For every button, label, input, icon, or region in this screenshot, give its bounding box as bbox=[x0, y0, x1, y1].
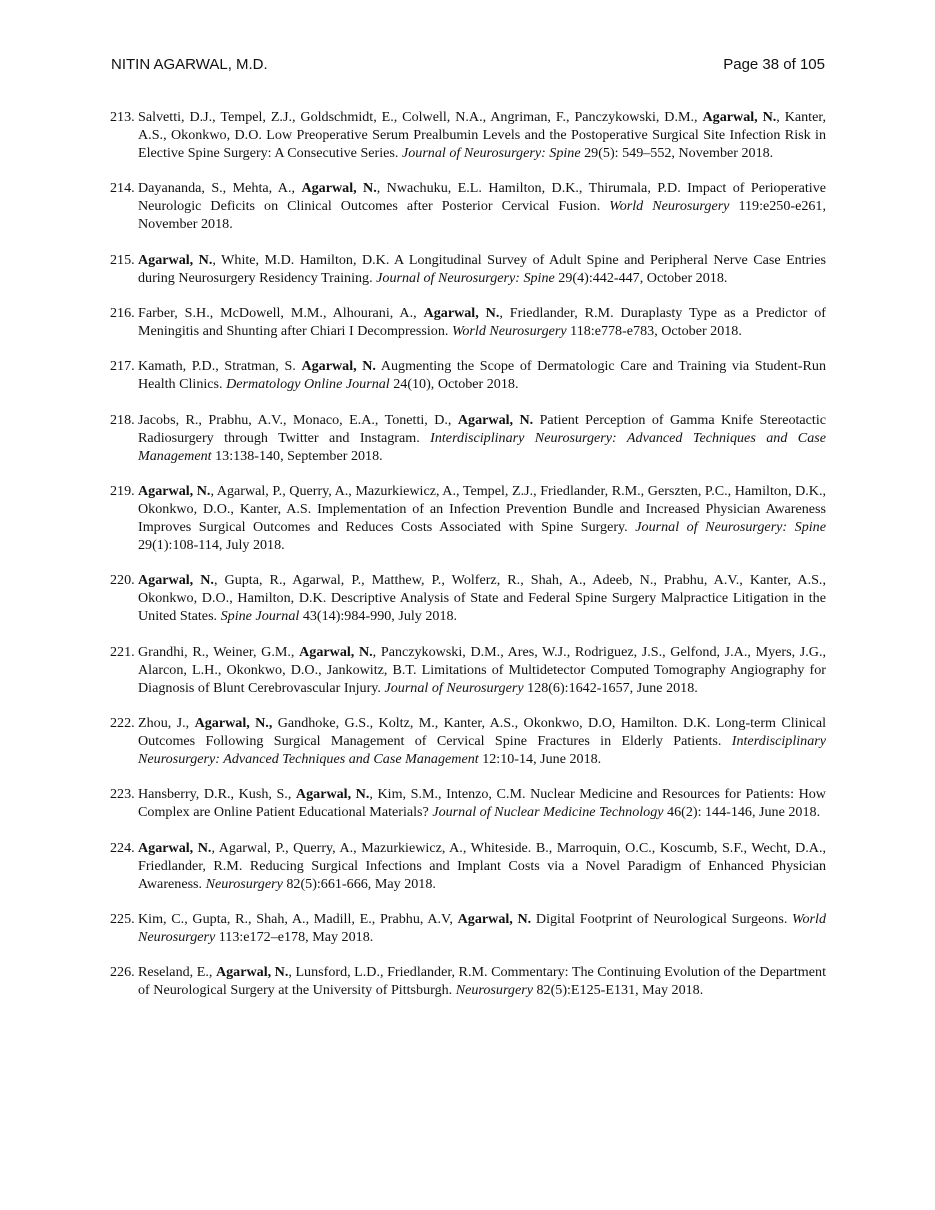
reference-item bbox=[110, 305, 826, 341]
citation-text: Grandhi, R., Weiner, G.M., bbox=[138, 643, 300, 660]
citation-text: 82(5):661-666, May 2018. bbox=[282, 875, 436, 892]
journal-name: Neurosurgery bbox=[455, 982, 533, 999]
citation-text: 82(5):E125-E131, May 2018. bbox=[532, 982, 704, 999]
reference-citation bbox=[138, 305, 826, 341]
citation-text: , Gupta, R., Agarwal, P., Matthew, P., Wolferz, R., Shah, A., Adeeb, N., Prabhu, A.V., Kanter, A.S., Okonkwo, D.O., Hamilton, D.K. Descriptive Analysis of State and Federal Spine Surgery Malpractice Litigation in the United States. bbox=[138, 572, 826, 625]
reference-citation bbox=[138, 911, 826, 947]
journal-name: World Neurosurgery bbox=[138, 911, 826, 945]
citation-text: 29(1):108-114, July 2018. bbox=[138, 536, 285, 553]
author-highlight: Agarwal, N. bbox=[138, 839, 212, 856]
reference-citation bbox=[138, 109, 826, 163]
reference-item bbox=[110, 483, 826, 555]
reference-item bbox=[110, 412, 826, 466]
citation-text: Farber, S.H., McDowell, M.M., Alhourani, A., bbox=[138, 305, 424, 322]
reference-item bbox=[110, 252, 826, 288]
citation-text: Salvetti, D.J., Tempel, Z.J., Goldschmidt, E., Colwell, N.A., Angriman, F., Panczykowski, D.M., bbox=[138, 109, 703, 125]
reference-number: 217. bbox=[110, 358, 135, 375]
reference-number: 220. bbox=[110, 572, 135, 589]
journal-name: Interdisciplinary Neurosurgery: Advanced Techniques and Case Management bbox=[138, 732, 826, 767]
reference-citation bbox=[138, 786, 826, 822]
journal-name: Interdisciplinary Neurosurgery: Advanced Techniques and Case Management bbox=[138, 429, 826, 464]
reference-number: 218. bbox=[110, 411, 135, 428]
reference-citation bbox=[138, 412, 826, 466]
reference-number: 224. bbox=[110, 839, 135, 856]
citation-text: 113:e172–e178, May 2018. bbox=[215, 928, 374, 945]
reference-item bbox=[110, 840, 826, 894]
citation-text: Zhou, J., bbox=[138, 715, 195, 731]
reference-item bbox=[110, 644, 826, 698]
citation-text: , Kim, S.M., Intenzo, C.M. Nuclear Medicine and Resources for Patients: How Complex are Online Patient Educational Materials? bbox=[138, 786, 826, 821]
citation-text: 43(14):984-990, July 2018. bbox=[299, 608, 458, 625]
reference-item bbox=[110, 180, 826, 234]
citation-text: , Friedlander, R.M. Duraplasty Type as a Predictor of Meningitis and Shunting after Chiari I Decompression. bbox=[138, 305, 826, 339]
author-highlight: Agarwal, N. bbox=[301, 180, 377, 197]
reference-item bbox=[110, 109, 826, 163]
citation-text: 12:10-14, June 2018. bbox=[478, 750, 602, 767]
author-highlight: Agarwal, N. bbox=[138, 251, 213, 268]
citation-text: 24(10), October 2018. bbox=[389, 376, 519, 393]
reference-citation bbox=[138, 358, 826, 394]
reference-item bbox=[110, 572, 826, 626]
reference-number: 225. bbox=[110, 911, 135, 928]
citation-text: Dayananda, S., Mehta, A., bbox=[138, 180, 302, 197]
citation-text: 46(2): 144-146, June 2018. bbox=[663, 804, 821, 821]
citation-text: Kim, C., Gupta, R., Shah, A., Madill, E., Prabhu, A.V, bbox=[138, 911, 458, 928]
author-highlight: Agarwal, N. bbox=[295, 786, 370, 803]
reference-item bbox=[110, 964, 826, 1000]
journal-name: Journal of Neurosurgery: Spine bbox=[401, 144, 581, 161]
author-highlight: Agarwal, N. bbox=[138, 483, 211, 500]
reference-number: 219. bbox=[110, 483, 135, 500]
journal-name: Neurosurgery bbox=[205, 875, 283, 892]
reference-citation bbox=[138, 180, 826, 234]
citation-text: , Agarwal, P., Querry, A., Mazurkiewicz, A., Whiteside. B., Marroquin, O.C., Koscumb, S.F., Wecht, D.A., Friedlander, R.M. Reducing Surgical Infections and Implant Costs via a Novel Paradigm of Enhanced Physician Awareness. bbox=[138, 839, 826, 892]
reference-number: 214. bbox=[110, 180, 135, 197]
citation-text: Patient Perception of Gamma Knife Stereotactic Radiosurgery through Twitter and Instagram. bbox=[138, 411, 827, 446]
author-highlight: Agarwal, N., bbox=[194, 715, 273, 731]
citation-text: 29(4):442-447, October 2018. bbox=[554, 269, 728, 286]
reference-number: 221. bbox=[110, 643, 135, 660]
reference-citation bbox=[138, 964, 826, 1000]
author-highlight: Agarwal, N. bbox=[457, 411, 534, 428]
citation-text: Gandhoke, G.S., Koltz, M., Kanter, A.S., Okonkwo, D.O, Hamilton. D.K. Long-term Clinical Outcomes Following Surgical Management of Cervical Spine Fractures in Elderly Patients. bbox=[138, 715, 826, 749]
journal-name: Dermatology Online Journal bbox=[226, 376, 390, 393]
journal-name: World Neurosurgery bbox=[451, 322, 567, 339]
reference-citation bbox=[138, 644, 826, 698]
reference-citation bbox=[138, 715, 826, 769]
page-number: Page 38 of 105 bbox=[723, 56, 825, 73]
citation-text: Jacobs, R., Prabhu, A.V., Monaco, E.A., Tonetti, D., bbox=[138, 411, 458, 428]
journal-name: Spine Journal bbox=[220, 608, 300, 625]
journal-name: Journal of Neurosurgery bbox=[384, 679, 524, 696]
reference-number: 213. bbox=[110, 109, 135, 125]
journal-name: World Neurosurgery bbox=[609, 198, 730, 215]
author-highlight: Agarwal, N. bbox=[702, 109, 777, 125]
reference-citation bbox=[138, 483, 826, 555]
author-highlight: Agarwal, N. bbox=[299, 643, 373, 660]
author-highlight: Agarwal, N. bbox=[215, 964, 289, 981]
citation-text: , Kanter, A.S., Okonkwo, D.O. Low Preoperative Serum Prealbumin Levels and the Postoperative Surgical Site Infection Risk in Elective Spine Surgery: A Consecutive Series. bbox=[138, 109, 827, 161]
citation-text: 13:138-140, September 2018. bbox=[211, 447, 383, 464]
reference-item bbox=[110, 358, 826, 394]
author-highlight: Agarwal, N. bbox=[423, 305, 500, 322]
citation-text: , White, M.D. Hamilton, D.K. A Longitudinal Survey of Adult Spine and Peripheral Nerve Case Entries during Neurosurgery Residency Training. bbox=[138, 251, 826, 286]
author-highlight: Agarwal, N. bbox=[138, 572, 214, 589]
citation-text: Kamath, P.D., Stratman, S. bbox=[138, 358, 302, 375]
reference-number: 223. bbox=[110, 786, 135, 803]
citation-text: , Agarwal, P., Querry, A., Mazurkiewicz, A., Tempel, Z.J., Friedlander, R.M., Gerszten, P.C., Hamilton, D.K., Okonkwo, D.O., Kanter, A.S. Implementation of an Infection Prevention Bundle and Increased Physician Awareness Improves Surgical Outcomes and Reduces Costs Associated with Spine Surgery. bbox=[138, 483, 826, 535]
journal-name: Journal of Nuclear Medicine Technology bbox=[432, 804, 664, 821]
citation-text: Augmenting the Scope of Dermatologic Care and Training via Student-Run Health Clinics. bbox=[138, 358, 827, 393]
reference-item bbox=[110, 911, 826, 947]
citation-text: Hansberry, D.R., Kush, S., bbox=[138, 786, 296, 803]
citation-text: 29(5): 549–552, November 2018. bbox=[580, 144, 774, 161]
reference-number: 226. bbox=[110, 964, 135, 981]
reference-citation bbox=[138, 572, 826, 626]
citation-text: , Nwachuku, E.L. Hamilton, D.K., Thirumala, P.D. Impact of Perioperative Neurologic Deficits on Clinical Outcomes after Posterior Cervical Fusion. bbox=[138, 180, 826, 215]
reference-citation bbox=[138, 840, 826, 894]
citation-text: 118:e778-e783, October 2018. bbox=[566, 322, 742, 339]
citation-text: 119:e250-e261, November 2018. bbox=[138, 198, 826, 233]
page-header bbox=[111, 56, 825, 73]
citation-text: , Lunsford, L.D., Friedlander, R.M. Commentary: The Continuing Evolution of the Department of Neurological Surgery at the University of Pittsburgh. bbox=[138, 964, 826, 999]
publication-list bbox=[110, 109, 826, 1018]
author-highlight: Agarwal, N. bbox=[457, 911, 532, 928]
citation-text: Digital Footprint of Neurological Surgeons. bbox=[531, 911, 793, 928]
citation-text: 128(6):1642-1657, June 2018. bbox=[523, 679, 698, 696]
citation-text: , Panczykowski, D.M., Ares, W.J., Rodriguez, J.S., Gelfond, J.A., Myers, J.G., Alarcon, L.H., Okonkwo, D.O., Jankowitz, B.T. Limitations of Multidetector Computed Tomography Angiography for Diagnosis of Blunt Cerebrovascular Injury. bbox=[138, 643, 826, 696]
author-name: NITIN AGARWAL, M.D. bbox=[111, 56, 268, 73]
reference-item bbox=[110, 715, 826, 769]
reference-citation bbox=[138, 252, 826, 288]
reference-number: 222. bbox=[110, 715, 135, 731]
reference-number: 216. bbox=[110, 305, 135, 322]
journal-name: Journal of Neurosurgery: Spine bbox=[635, 518, 826, 535]
reference-number: 215. bbox=[110, 251, 135, 268]
citation-text: Reseland, E., bbox=[138, 964, 216, 981]
journal-name: Journal of Neurosurgery: Spine bbox=[376, 269, 555, 286]
reference-item bbox=[110, 786, 826, 822]
author-highlight: Agarwal, N. bbox=[301, 358, 376, 375]
